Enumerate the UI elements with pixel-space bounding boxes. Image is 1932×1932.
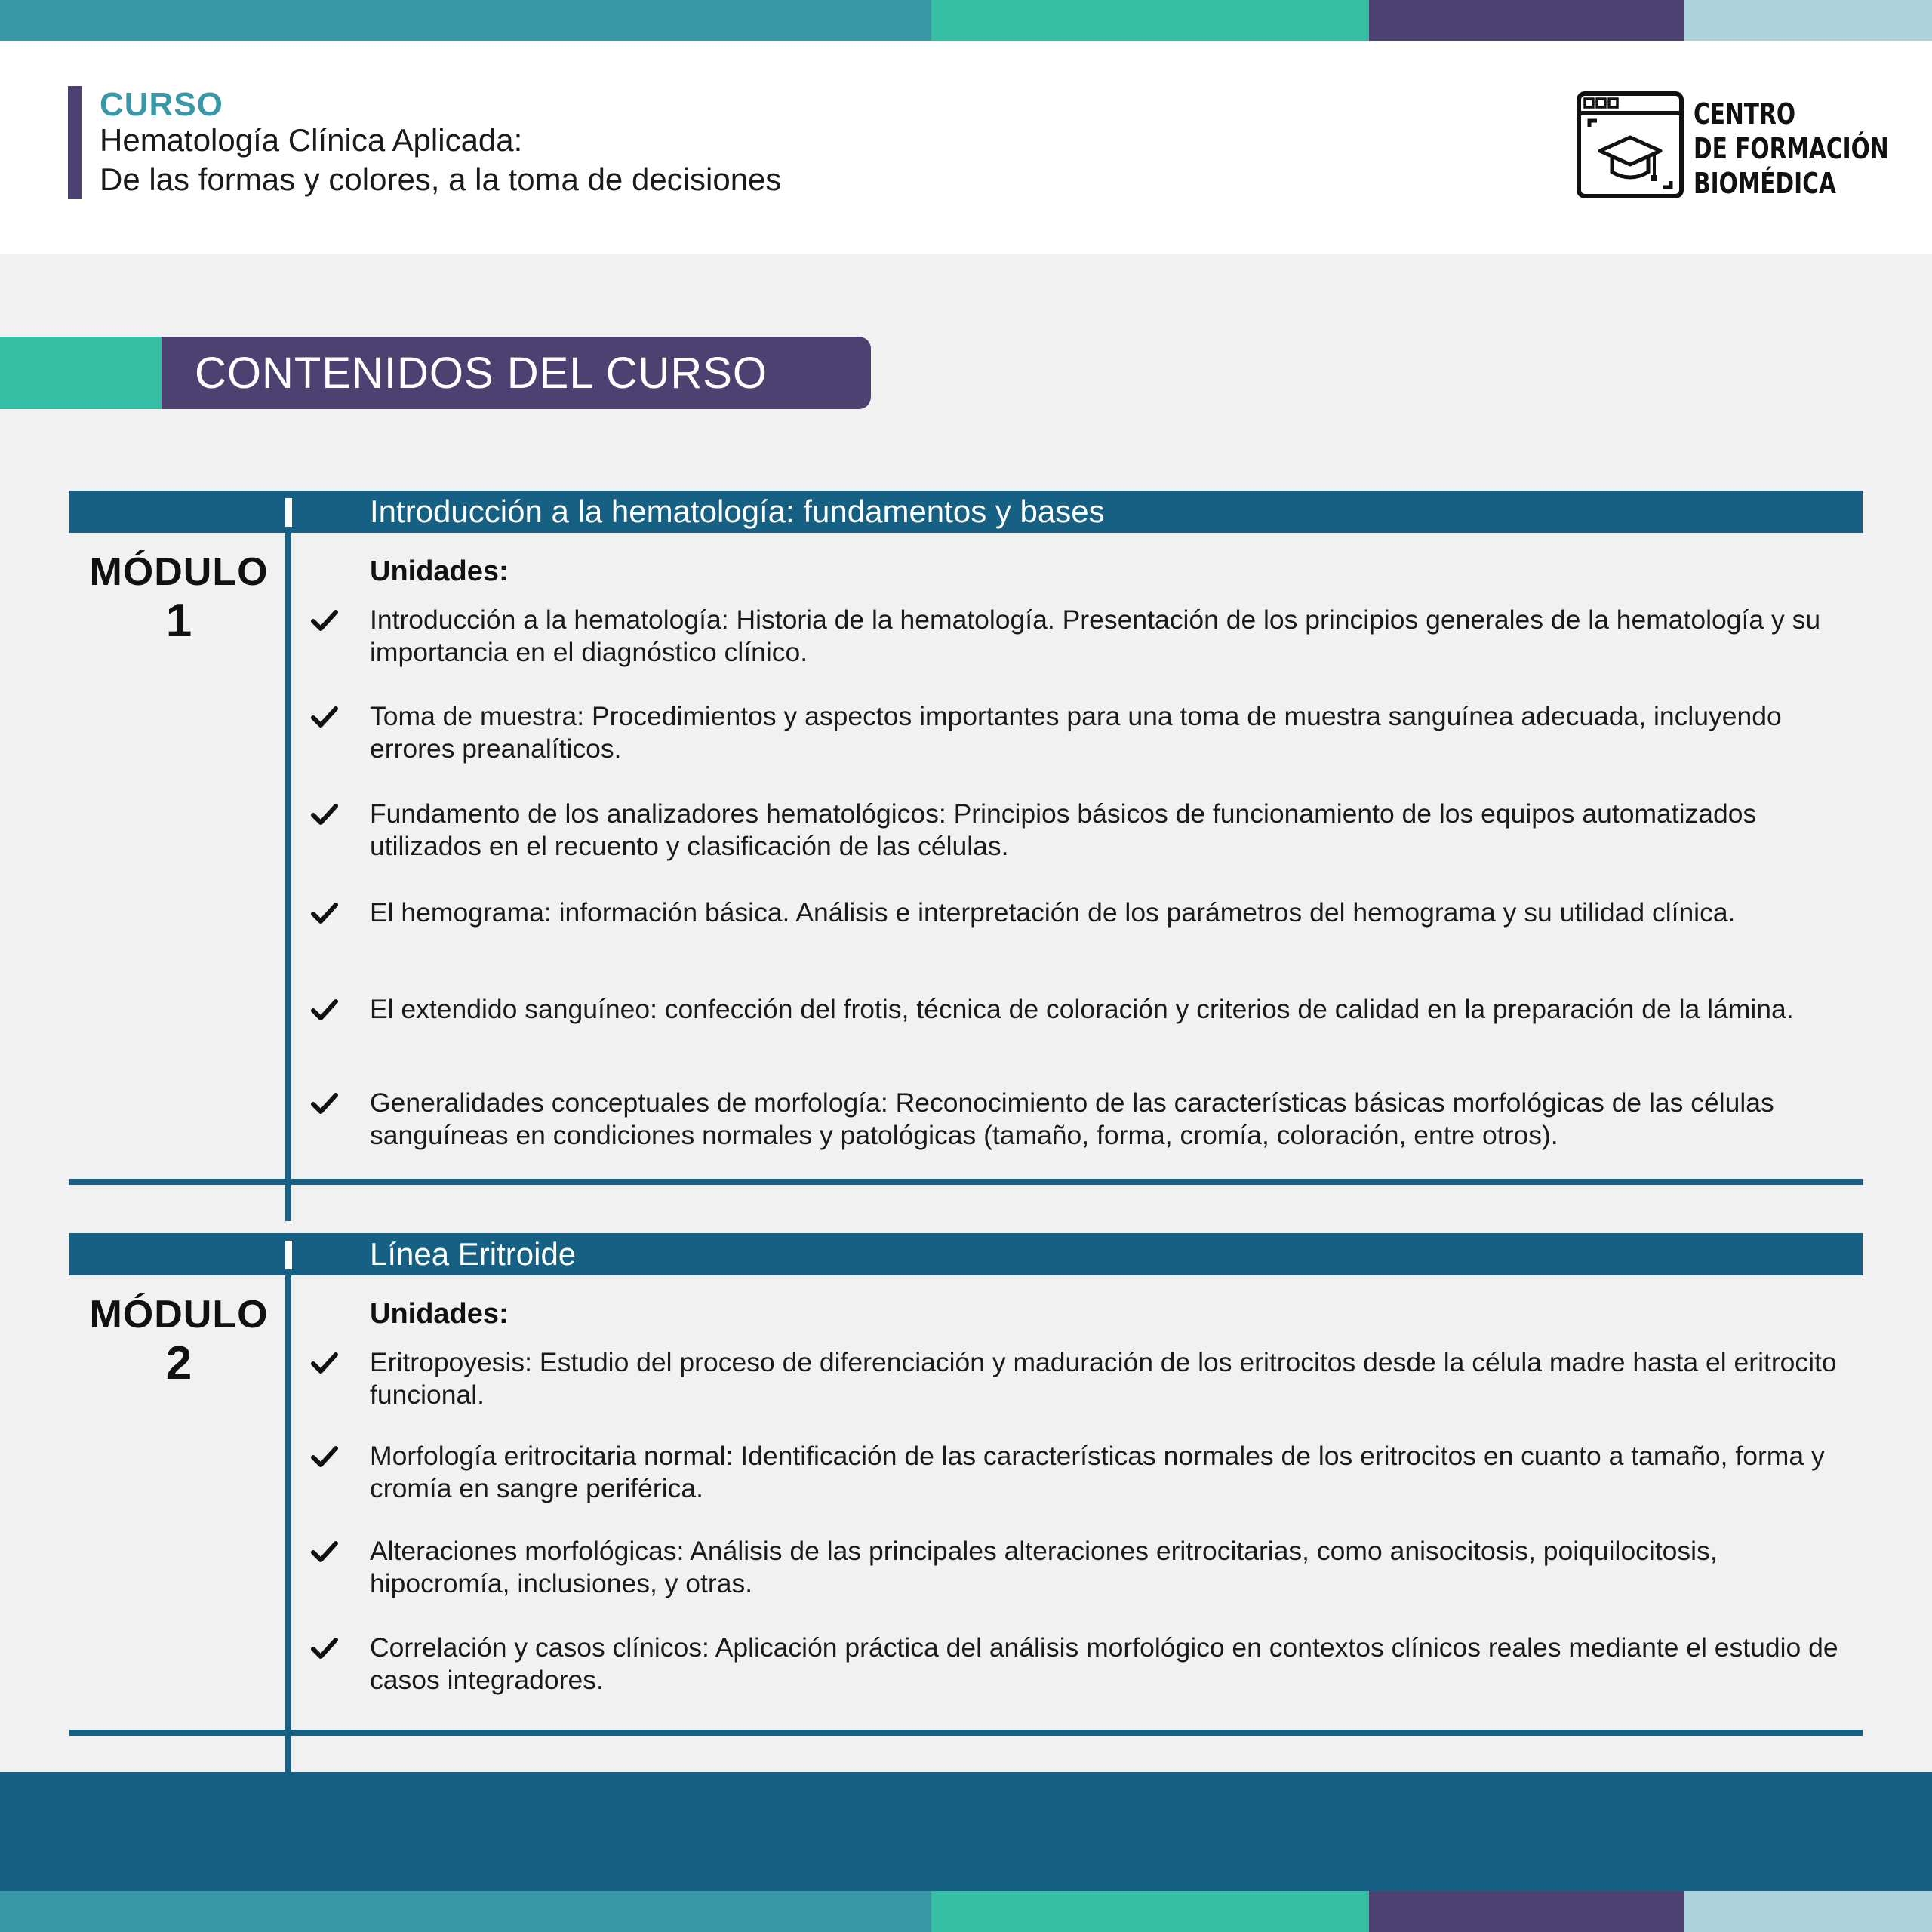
module-bottom-rule [69,1730,1863,1736]
course-label: CURSO [100,86,223,123]
check-icon [311,607,338,634]
module-number: 1 [165,595,192,647]
check-icon [311,1349,338,1377]
unit-text: El extendido sanguíneo: confección del frotis, técnica de coloración y criterios de calidad en la preparación de la lámina. [370,994,1794,1024]
header-accent-bar [68,86,82,199]
unit-text: El hemograma: información básica. Análisis e interpretación de los parámetros del hemograma y su utilidad clínica. [370,897,1736,928]
logo [1576,91,1893,204]
check-icon [311,1635,338,1662]
module-label [69,1292,288,1390]
module-1 [69,491,1863,1189]
unit-text: Alteraciones morfológicas: Análisis de las principales alteraciones eritrocitarias, como anisocitosis, poiquilocitosis, hipocromía, inclusiones, y otras. [370,1536,1718,1598]
course-title-line-1: Hematología Clínica Aplicada: [100,122,523,158]
graduation-cap-browser-icon [1576,91,1684,199]
section-tab [0,337,871,409]
bottom-color-stripe [0,1891,1932,1932]
module-label-word: MÓDULO [89,550,269,594]
module-2 [69,1233,1863,1739]
unit-text: Fundamento de los analizadores hematológicos: Principios básicos de funcionamiento de los equipos automatizados utilizados en el recuento y clasificación de las células. [370,798,1757,861]
logo-text [1694,97,1889,201]
unit-text: Eritropoyesis: Estudio del proceso de diferenciación y maduración de los eritrocitos desde la célula madre hasta el eritrocito funcional. [370,1347,1837,1410]
module-label-word: MÓDULO [89,1293,269,1337]
check-icon [311,1538,338,1565]
module-title-bar [69,1233,1863,1275]
unit-text: Introducción a la hematología: Historia de la hematología. Presentación de los principios generales de la hematología y su importancia en el diagnóstico clínico. [370,605,1821,667]
unit-text: Morfología eritrocitaria normal: Identificación de las características normales de los eritrocitos en cuanto a tamaño, forma y cromía en sangre periférica. [370,1441,1825,1503]
logo-line-1: CENTRO [1694,97,1796,131]
check-icon [311,703,338,731]
units-label: Unidades: [370,555,509,587]
module-bottom-rule [69,1179,1863,1185]
check-icon [311,801,338,828]
course-title-line-2: De las formas y colores, a la toma de decisiones [100,162,782,197]
module-number: 2 [165,1337,192,1389]
module-title: Línea Eritroide [370,1236,577,1272]
section-tab-body [162,337,871,409]
logo-line-3: BIOMÉDICA [1694,167,1836,200]
check-icon [311,996,338,1023]
check-icon [311,1090,338,1117]
unit-text: Correlación y casos clínicos: Aplicación práctica del análisis morfológico en contextos clínicos reales mediante el estudio de casos integradores. [370,1632,1838,1695]
module-bar-tick [285,1241,292,1269]
module-label [69,549,288,648]
section-tab-accent [0,337,162,409]
unit-text: Generalidades conceptuales de morfología: Reconocimiento de las características básicas morfológicas de las células sanguíneas en condiciones normales y patológicas (tamaño, forma, cromía, coloración, entre otros). [370,1088,1774,1150]
module-title: Introducción a la hematología: fundamentos y bases [370,494,1105,529]
check-icon [311,1443,338,1470]
unit-text: Toma de muestra: Procedimientos y aspectos importantes para una toma de muestra sanguínea adecuada, incluyendo errores preanalíticos. [370,701,1782,764]
logo-line-2: DE FORMACIÓN [1694,132,1889,165]
check-icon [311,900,338,927]
footer-band [0,1772,1932,1891]
page-header [0,41,1932,254]
module-bar-tick [285,498,292,527]
units-label: Unidades: [370,1298,509,1330]
section-title: CONTENIDOS DEL CURSO [195,348,768,398]
top-color-stripe [0,0,1932,41]
